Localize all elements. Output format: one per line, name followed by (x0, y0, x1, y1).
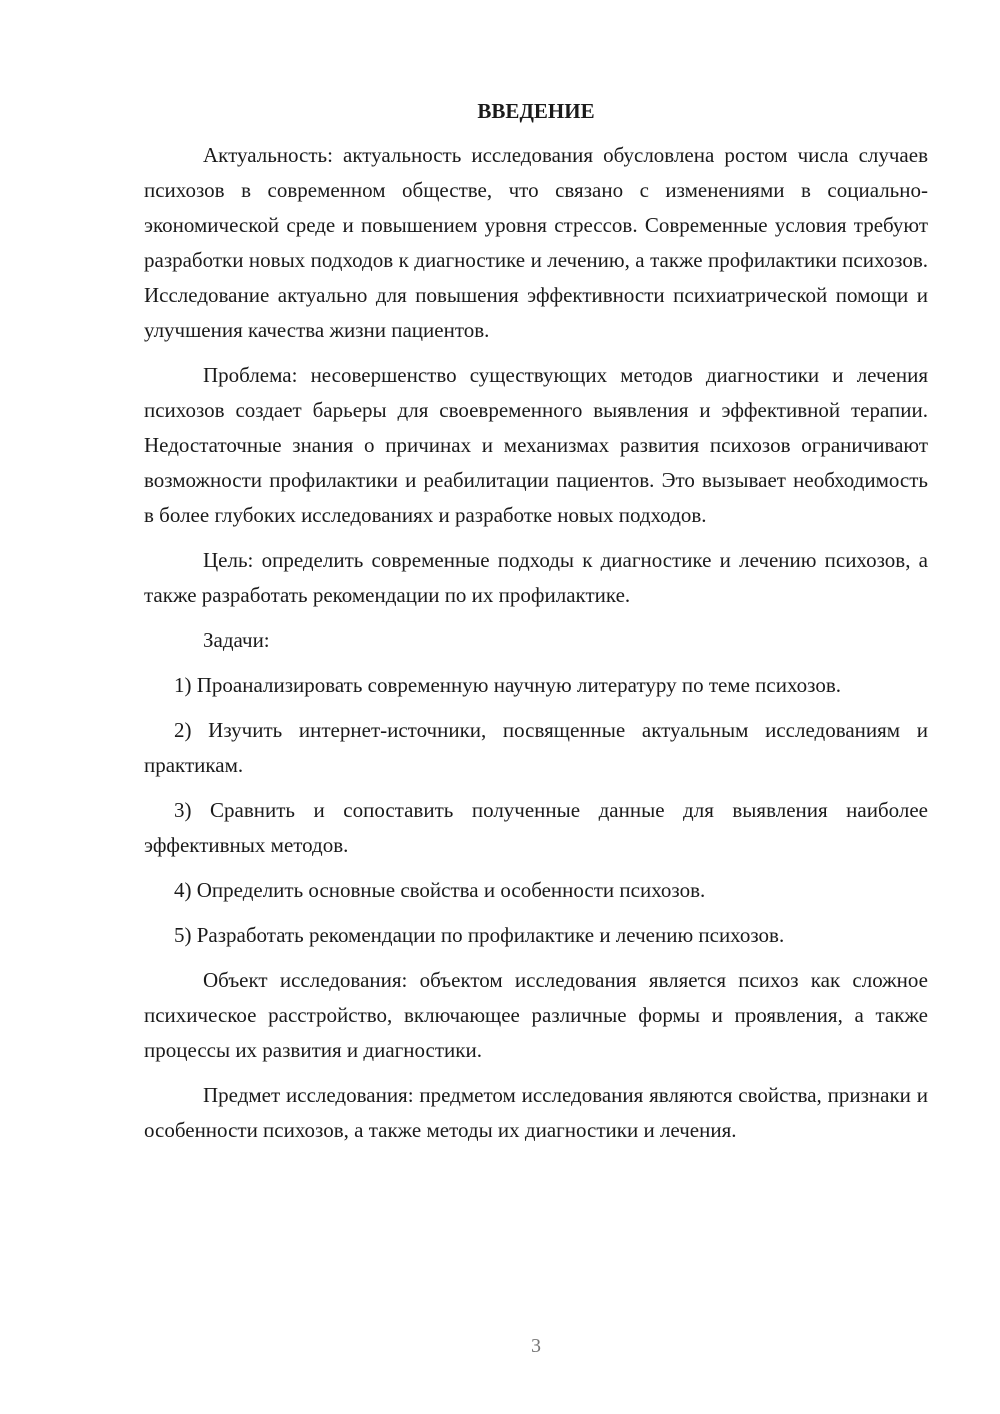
tasks-heading: Задачи: (203, 628, 270, 652)
paragraph-relevance: Актуальность: актуальность исследования обусловлена ростом числа случаев психозов в современном обществе, что связано с изменениями в социально-экономической среде и повышением уровня стрессов. Современные условия требуют разработки новых подходов к диагностике и лечению, а также профилактики психозов. Исследование актуально для повышения эффективности психиатрической помощи и улучшения качества жизни пациентов. (144, 143, 928, 342)
task-item-4: 4) Определить основные свойства и особенности психозов. (174, 878, 706, 902)
page-number: 3 (531, 1335, 541, 1357)
task-item-2: 2) Изучить интернет-источники, посвященные актуальным исследованиям и практикам. (144, 718, 928, 777)
task-item-1: 1) Проанализировать современную научную литературу по теме психозов. (174, 673, 842, 697)
paragraph-subject: Предмет исследования: предметом исследования являются свойства, признаки и особенности психозов, а также методы их диагностики и лечения. (144, 1083, 928, 1142)
task-item-5: 5) Разработать рекомендации по профилактике и лечению психозов. (174, 923, 785, 947)
task-item-3: 3) Сравнить и сопоставить полученные данные для выявления наиболее эффективных методов. (144, 798, 928, 857)
section-title: ВВЕДЕНИЕ (477, 99, 595, 123)
paragraph-problem: Проблема: несовершенство существующих методов диагностики и лечения психозов создает барьеры для своевременного выявления и эффективной терапии. Недостаточные знания о причинах и механизмах развития психозов ограничивают возможности профилактики и реабилитации пациентов. Это вызывает необходимость в более глубоких исследованиях и разработке новых подходов. (144, 363, 928, 527)
paragraph-goal: Цель: определить современные подходы к диагностике и лечению психозов, а также разработать рекомендации по их профилактике. (144, 548, 928, 607)
page-content (144, 96, 928, 1158)
paragraph-object: Объект исследования: объектом исследования является психоз как сложное психическое расстройство, включающее различные формы и проявления, а также процессы их развития и диагностики. (144, 968, 928, 1062)
